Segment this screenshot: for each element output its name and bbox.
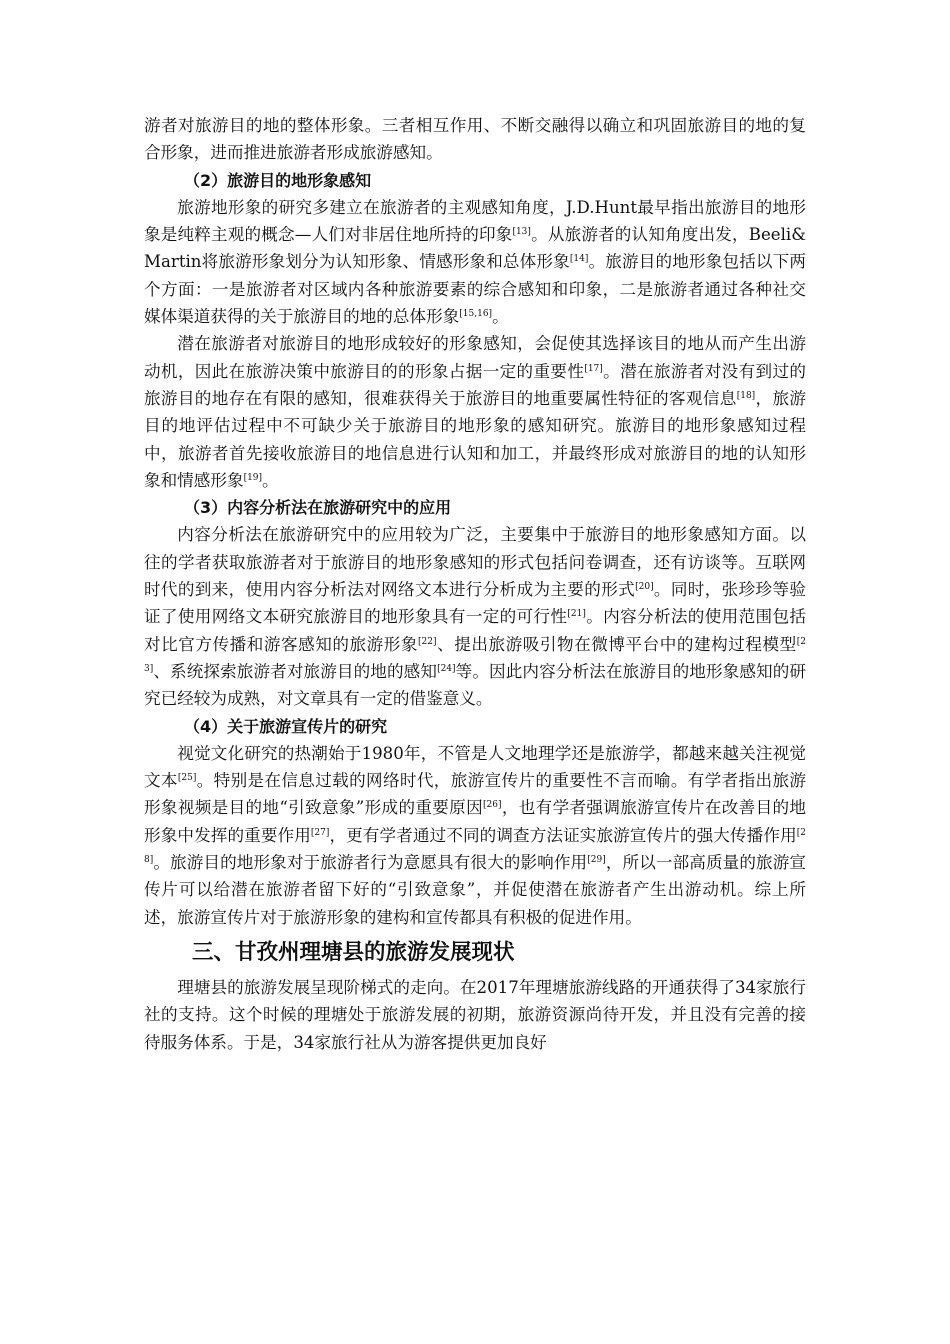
paragraph-content-analysis [144, 521, 806, 712]
paragraph-image-perception-1 [144, 194, 806, 330]
text: 潜在旅游者对旅游目的地形成较好的形象感知，会促使其选择该目的地从而产生出游动机，因此在旅游决策中旅游目的的形象占据一定的重要性 [144, 334, 806, 381]
text: 。内容分析法的使用范围包括对比官方传播和游客感知的旅游形象 [144, 607, 807, 654]
text: 视觉文化研究的热潮始于1980年，不管是人文地理学还是旅游学，都越来越关注视觉文本 [144, 743, 806, 791]
text: 。旅游目的地形象包括以下两个方面：一是旅游者对区域内各种旅游要素的综合感知和印象，二是旅游者通过各种社交媒体渠道获得的关于旅游目的地的总体形象 [144, 252, 807, 327]
paragraph-image-perception-2 [144, 330, 806, 494]
text: 。同时，张珍珍等验证了使用网络文本研究旅游目的地形象具有一定的可行性 [144, 580, 807, 627]
text: 。从旅游者的认知角度出发，Beeli&Martin将旅游形象划分为认知形象、情感形象和总体形象 [144, 225, 807, 272]
citation: [29] [587, 855, 606, 866]
citation: [24] [437, 663, 456, 674]
text: 。潜在旅游者对没有到过的旅游目的地存在有限的感知，很难获得关于旅游目的地重要属性特征的客观信息 [144, 361, 807, 408]
subheading-content-analysis: （3）内容分析法在旅游研究中的应用 [184, 498, 452, 518]
citation: [13] [512, 227, 531, 238]
paragraph-promo-video [144, 740, 806, 931]
text: 、系统探索旅游者对旅游目的地的感知 [153, 661, 438, 681]
section-heading-litang-tourism: 三、甘孜州理塘县的旅游发展现状 [192, 939, 515, 965]
citation: [14] [569, 254, 589, 265]
citation: [22] [418, 636, 437, 647]
citation: [21] [567, 609, 586, 620]
document-page [144, 112, 806, 1056]
text: ，也有学者强调旅游宣传片在改善目的地形象中发挥的重要作用 [144, 798, 807, 845]
citation: [19] [243, 472, 263, 483]
text: 。 [262, 470, 279, 490]
citation: [25] [177, 773, 197, 784]
subheading-destination-image-perception: （2）旅游目的地形象感知 [184, 170, 372, 190]
citation: [18] [736, 390, 756, 401]
citation: [26] [483, 800, 502, 811]
citation: [17] [584, 363, 603, 374]
text: ，所以一部高质量的旅游宣传片可以给潜在旅游者留下好的“引致意象”，并促使潜在旅游者产生出游动机。综上所述，旅游宣传片对于旅游形象的建构和宣传都具有积极的促进作用。 [144, 853, 806, 927]
text: 。 [492, 307, 509, 327]
text: 。特别是在信息过载的网络时代，旅游宣传片的重要性不言而喻。有学者指出旅游形象视频是目的地“引致意象”形成的重要原因 [144, 771, 807, 818]
citation: [28] [144, 827, 807, 866]
paragraph-litang-tourism: 理塘县的旅游发展呈现阶梯式的走向。在2017年理塘旅游线路的开通获得了34家旅行社的支持。这个时候的理塘处于旅游发展的初期，旅游资源尚待开发，并且没有完善的接待服务体系。于是，34家旅行社从为游客提供更加良好 [144, 977, 806, 1052]
subheading-promo-video: （4）关于旅游宣传片的研究 [184, 716, 388, 736]
text: ，更有学者通过不同的调查方法证实旅游宣传片的强大传播作用 [329, 825, 797, 845]
text: 。旅游目的地形象对于旅游者行为意愿具有很大的影响作用 [153, 853, 588, 873]
citation: [23] [144, 636, 806, 674]
citation: [20] [635, 582, 654, 593]
text: ，旅游目的地评估过程中不可缺少关于旅游目的地形象的感知研究。旅游目的地形象感知过程中，旅游者首先接收旅游目的地信息进行认知和加工，并最终形成对旅游目的地的认知形象和情感形象 [144, 388, 807, 490]
citation: [15,16] [459, 309, 493, 320]
citation: [27] [310, 827, 330, 838]
text: 等。因此内容分析法在旅游目的地形象感知的研究已经较为成熟，对文章具有一定的借鉴意义。 [144, 661, 807, 709]
text: 旅游地形象的研究多建立在旅游者的主观感知角度，J.D.Hunt最早指出旅游目的地形象是纯粹主观的概念—人们对非居住地所持的印象 [144, 197, 806, 245]
paragraph-continuation: 游者对旅游目的地的整体形象。三者相互作用、不断交融得以确立和巩固旅游目的地的复合形象，进而推进旅游者形成旅游感知。 [144, 116, 806, 163]
text: 内容分析法在旅游研究中的应用较为广泛，主要集中于旅游目的地形象感知方面。以往的学者获取旅游者对于旅游目的地形象感知的形式包括问卷调查，还有访谈等。互联网时代的到来，使用内容分析法对网络文本进行分析成为主要的形式 [144, 525, 806, 600]
text: 、提出旅游吸引物在微博平台中的建构过程模型 [436, 634, 797, 654]
